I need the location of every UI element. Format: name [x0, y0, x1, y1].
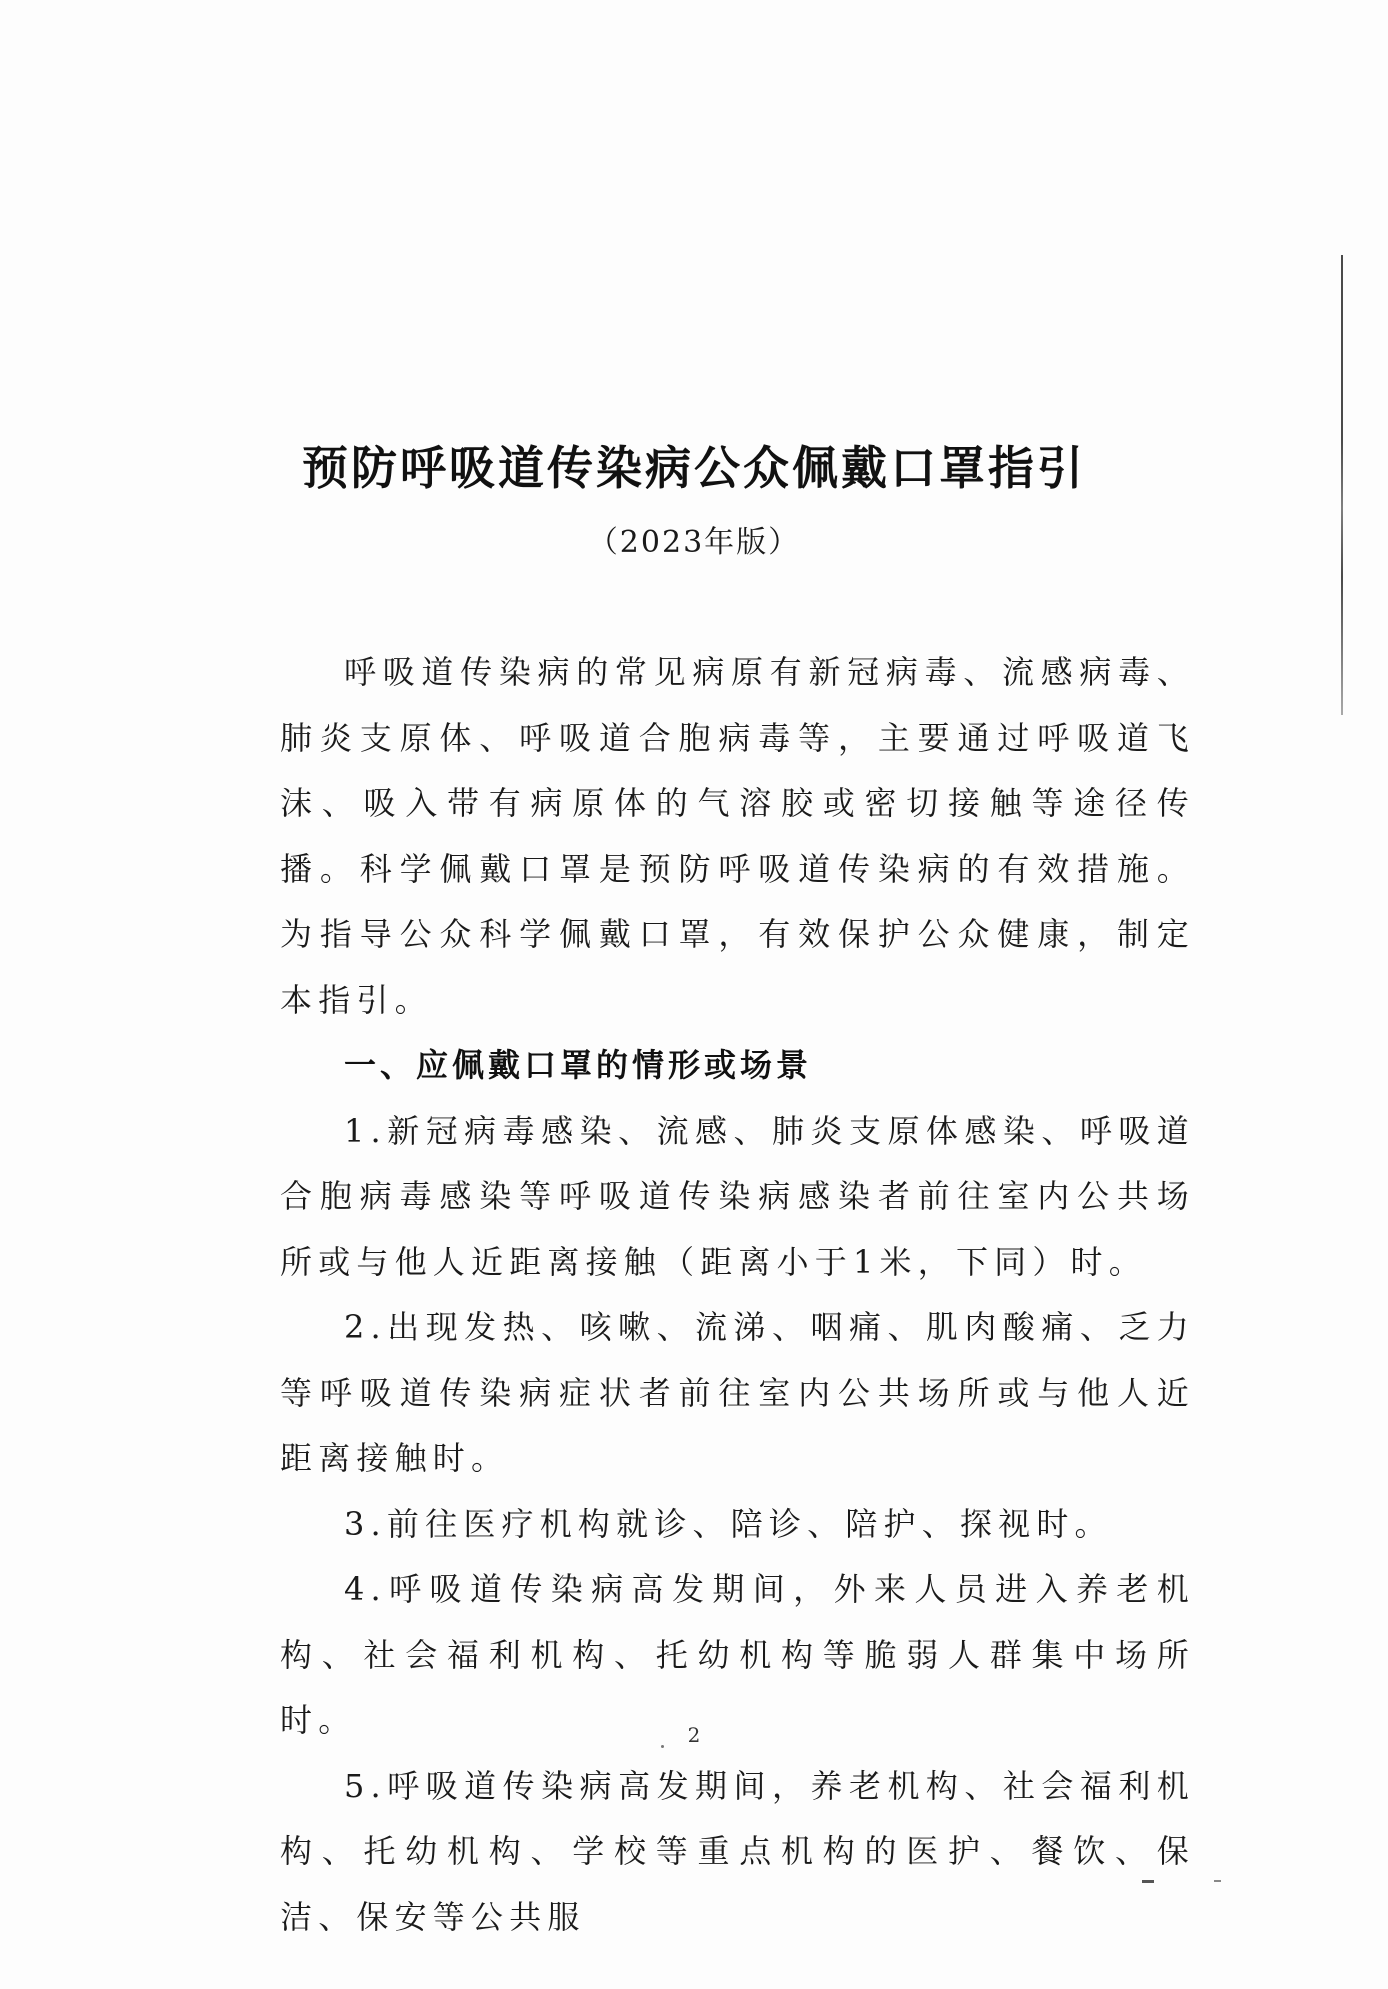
list-item: 5.呼吸道传染病高发期间，养老机构、社会福利机构、托幼机构、学校等重点机构的医护、餐饮、保洁、保安等公共服 [280, 1766, 1195, 1936]
section-heading: 一、应佩戴口罩的情形或场景 [344, 1046, 813, 1084]
scan-corner-mark [1214, 1880, 1221, 1882]
list-item: 4.呼吸道传染病高发期间，外来人员进入养老机构、社会福利机构、托幼机构等脆弱人群集中场所时。 [280, 1570, 1195, 1739]
intro-paragraph: 呼吸道传染病的常见病原有新冠病毒、流感病毒、肺炎支原体、呼吸道合胞病毒等，主要通过呼吸道飞沫、吸入带有病原体的气溶胶或密切接触等途径传播。科学佩戴口罩是预防呼吸道传染病的有效措施。为指导公众科学佩戴口罩，有效保护公众健康，制定本指引。 [280, 653, 1195, 1019]
list-item: 3.前往医疗机构就诊、陪诊、陪护、探视时。 [344, 1504, 1113, 1543]
document-title: 预防呼吸道传染病公众佩戴口罩指引 [302, 441, 1086, 495]
scan-corner-mark [1142, 1880, 1154, 1883]
document-body [280, 640, 1195, 1950]
page-number: 2 [687, 1723, 701, 1747]
list-item: 2.出现发热、咳嗽、流涕、咽痛、肌肉酸痛、乏力等呼吸道传染病症状者前往室内公共场所或与他人近距离接触时。 [280, 1308, 1195, 1477]
list-item: 1.新冠病毒感染、流感、肺炎支原体感染、呼吸道合胞病毒感染等呼吸道传染病感染者前往室内公共场所或与他人近距离接触（距离小于1米，下同）时。 [280, 1111, 1195, 1281]
document-subtitle: （2023年版） [587, 525, 801, 560]
